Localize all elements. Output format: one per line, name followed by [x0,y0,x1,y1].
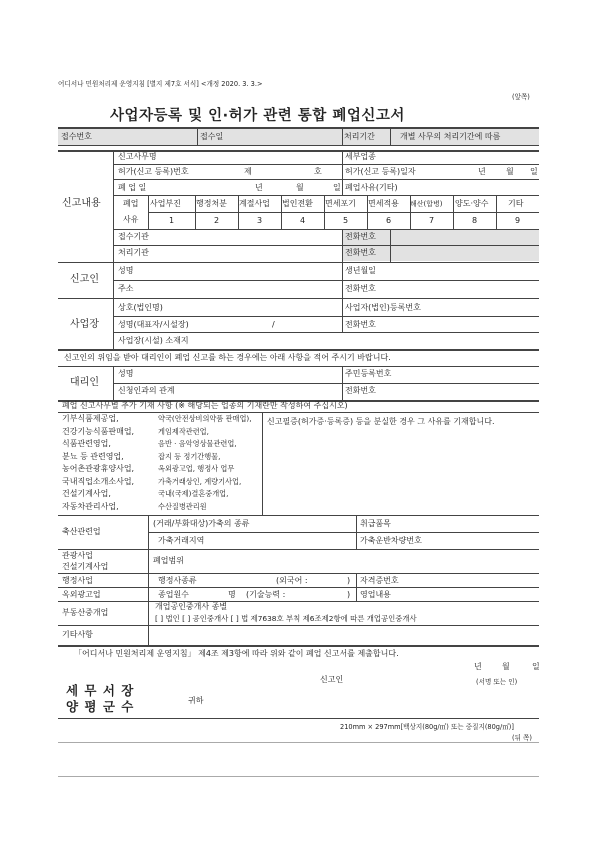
admin-label: 행정사업 [62,576,93,585]
reason-number: 5 [343,216,349,225]
permit-number-prefix: 제 [244,167,252,176]
industry-item: 국내(국제)결혼중개업, [158,489,229,498]
reason-number: 7 [429,216,435,225]
reason-option: 계절사업 [239,199,270,208]
reason-option: 양도·양수 [455,199,489,208]
outdoor-ad-label: 옥외광고업 [62,590,101,599]
receiving-org-phone-label: 전화번호 [345,232,376,241]
construction-machine-label: 건설기계사업 [62,562,109,571]
proxy-name-label: 성명 [118,369,134,378]
business-section-label: 사업장 [70,319,99,330]
regulation-note: 어디서나 민원처리제 운영지침 [별지 제7호 서식] <개정 2020. 3. 3.> [58,80,263,88]
industry-item: 자동차관리사업, [62,501,119,511]
business-scope-label: 폐업범위 [153,556,184,565]
reason-option: 법인전환 [282,199,313,208]
reason-number: 9 [515,216,521,225]
industry-item: 분뇨 등 관련영업, [62,451,124,461]
reporter-phone-label: 전화번호 [345,284,376,293]
vehicle-number-label: 가축운반차량번호 [360,536,422,545]
realty-label: 부동산중개업 [62,608,109,617]
permit-date-month: 월 [506,167,514,176]
industry-item: 건강기능식품판매업, [62,426,135,436]
realty-type-label: 개업공인중개사 종별 [155,602,228,611]
reason-option: 행정처분 [196,199,227,208]
reason-option: 해산(합병) [410,200,443,208]
tourism-label: 관광사업 [62,551,93,560]
reason-label-line1: 폐업 [123,199,139,208]
reporter-name-label: 성명 [118,266,134,275]
industry-item: 게임제작관련업, [158,426,209,436]
receiving-org-label: 접수기관 [118,232,149,241]
industry-item: 기부식품제공업, [62,414,119,423]
livestock-area-label: 가축거래지역 [158,536,205,545]
submission-statement: 「어디서나 민원처리제 운영지침」 제4조 제3항에 따라 위와 같이 폐업 신고서를 제출합니다. [74,649,399,658]
receipt-date-label: 접수일 [200,132,224,141]
industry-item: 옥외광고업, 행정사 업무 [158,464,235,473]
industry-item: 잡지 등 정기간행물, [158,451,221,461]
business-type-label: 세부업종 [345,152,376,161]
proxy-section-label: 대리인 [70,377,99,388]
addressee-suffix: 귀하 [188,696,204,705]
foreign-language-close: ) [347,576,351,585]
back-page-label: (뒤 쪽) [512,734,532,742]
county-office-label: 양 평 군 수 [66,699,135,714]
company-name-label: 상호(법인명) [118,303,163,312]
reason-number: 1 [169,216,175,225]
industry-item: 약국(안전상비의약품 판매업), [158,414,252,423]
reason-number: 6 [386,216,392,225]
other-matters-label: 기타사항 [62,630,93,639]
reason-option: 면세적용 [368,199,399,208]
submit-date-month: 월 [502,662,510,671]
processing-org-label: 처리기관 [118,248,149,257]
industry-item: 식품관련영업, [62,439,111,448]
handled-items-label: 취급품목 [360,519,391,528]
business-content-label: 영업내용 [360,590,391,599]
foreign-language-label: (외국어 : [276,576,308,585]
front-page-label: (앞쪽) [512,93,530,101]
realty-options: [ ] 법인 [ ] 공인중개사 [ ] 법 제7638호 부칙 제6조제2항에 따른 개업공인중개사 [155,614,417,623]
closing-date-day: 일 [333,183,341,192]
reason-label-line2: 사유 [123,215,139,224]
certificate-number-label: 자격증번호 [360,576,399,585]
reason-number: 8 [472,216,478,225]
business-location-label: 사업장(시설) 소재지 [118,336,189,345]
signature-note: (서명 또는 인) [476,678,518,686]
permit-number-suffix: 호 [314,167,322,176]
processing-period-value: 개별 사무의 처리기간에 따름 [400,132,501,141]
submit-date-year: 년 [474,662,482,671]
closing-reason-label: 폐업사유(기타) [345,183,398,192]
reason-number: 4 [300,216,306,225]
paper-spec: 210mm × 297mm[백상지(80g/㎡) 또는 중질지(80g/㎡)] [340,723,514,731]
business-reg-no-label: 사업자(법인)등록번호 [345,303,421,312]
industry-item: 음반 · 음악영상물관련업, [158,439,237,448]
tax-office-label: 세 무 서 장 [66,683,135,698]
staff-count-unit: 명 [228,590,236,599]
proxy-notice: 신고인의 위임을 받아 대리인이 폐업 신고를 하는 경우에는 아래 사항을 적어 주시기 바랍니다. [64,353,391,362]
proxy-phone-label: 전화번호 [345,386,376,395]
proxy-id-label: 주민등록번호 [345,369,392,378]
permit-date-day: 일 [530,167,538,176]
industry-item: 농어촌관광휴양사업, [62,464,135,473]
business-phone-label: 전화번호 [345,320,376,329]
admin-kind-label: 행정사종류 [158,576,197,585]
office-name-label: 신고사무명 [118,152,157,161]
report-section-label: 신고내용 [62,198,101,209]
tech-ability-label: (기술능력 : [246,590,286,599]
industry-item: 국내직업소개소사업, [62,476,135,486]
reporter-birth-label: 생년월일 [345,266,376,275]
reason-option: 면세포기 [325,199,356,208]
closing-date-label: 폐 업 일 [118,183,147,192]
tech-ability-close: ) [347,590,351,599]
reporter-section-label: 신고인 [70,274,99,285]
extra-section-header: 폐업 신고사무별 추가 기재 사항 (※ 해당되는 업종의 기재란만 작성하여 주십시오) [62,401,348,410]
reason-option: 기타 [508,199,524,208]
reporter-address-label: 주소 [118,284,134,293]
form-title: 사업자등록 및 인·허가 관련 통합 폐업신고서 [110,108,405,124]
industry-item: 수산질병관리원 [158,501,207,511]
reporter-sign-label: 신고인 [320,675,344,684]
processing-period-label: 처리기간 [344,132,375,141]
representative-separator: / [272,320,275,329]
closing-date-year: 년 [255,183,263,192]
industry-item: 가축거래상인, 계량기사업, [158,476,242,486]
livestock-kind-label: (거래/부화대상)가축의 종류 [153,519,250,528]
closing-date-month: 월 [296,183,304,192]
permit-number-label: 허가(신고 등록)번호 [118,167,189,176]
permit-date-label: 허가(신고 등록)일자 [345,167,416,176]
proxy-relation-label: 신청인과의 관계 [118,386,175,395]
lost-certificate-notice: 신고필증(허가증·등록증) 등을 분실한 경우 그 사유를 기재합니다. [267,417,495,426]
reason-number: 2 [214,216,220,225]
permit-date-year: 년 [478,167,486,176]
industry-item: 건설기계사업, [62,489,111,498]
reason-option: 사업부진 [150,199,181,208]
processing-org-phone-label: 전화번호 [345,248,376,257]
representative-name-label: 성명(대표자/시설장) [118,320,189,329]
industry-list-col2 [158,413,252,513]
livestock-label: 축산관련업 [62,527,101,536]
industry-list-col1 [62,413,134,513]
staff-count-label: 종업원수 [158,590,189,599]
submit-date-day: 일 [532,662,540,671]
reason-number: 3 [257,216,263,225]
receipt-number-label: 접수번호 [61,132,92,141]
